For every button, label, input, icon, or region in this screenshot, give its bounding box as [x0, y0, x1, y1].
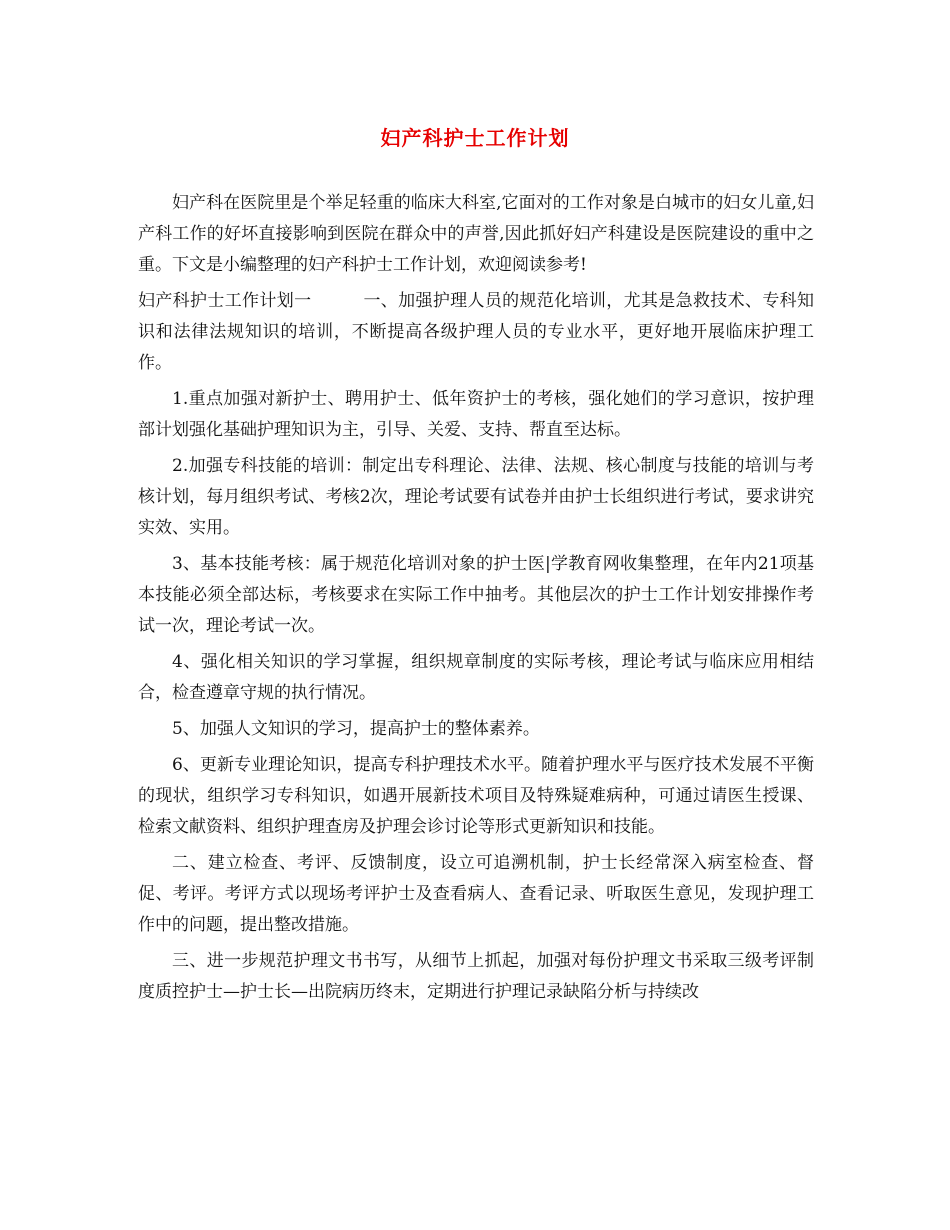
- paragraph-plan-one: 妇产科护士工作计划一 一、加强护理人员的规范化培训，尤其是急救技术、专科知识和法律法规知识的培训，不断提高各级护理人员的专业水平，更好地开展临床护理工作。: [138, 291, 814, 373]
- paragraph-item-5: 5、加强人文知识的学习，提高护士的整体素养。: [172, 719, 540, 739]
- paragraph-section-two: 二、建立检查、考评、反馈制度，设立可追溯机制，护士长经常深入病室检查、督促、考评。考评方式以现场考评护士及查看病人、查看记录、听取医生意见，发现护理工作中的问题，提出整改措施。: [138, 853, 814, 935]
- paragraph-section-three: 三、进一步规范护理文书书写，从细节上抓起，加强对每份护理文书采取三级考评制度质控护士—护士长—出院病历终末，定期进行护理记录缺陷分析与持续改: [138, 951, 814, 1002]
- paragraph-item-4: 4、强化相关知识的学习掌握，组织规章制度的实际考核，理论考试与临床应用相结合，检查遵章守规的执行情况。: [138, 652, 814, 703]
- paragraph-item-1: 1.重点加强对新护士、聘用护士、低年资护士的考核，强化她们的学习意识，按护理部计划强化基础护理知识为主，引导、关爱、支持、帮直至达标。: [138, 389, 814, 440]
- paragraph-item-6: 6、更新专业理论知识，提高专科护理技术水平。随着护理水平与医疗技术发展不平衡的现状，组织学习专科知识，如遇开展新技术项目及特殊疑难病种，可通过请医生授课、检索文献资料、组织护理查房及护理会诊讨论等形式更新知识和技能。: [138, 755, 814, 837]
- paragraph-item-2: 2.加强专科技能的培训：制定出专科理论、法律、法规、核心制度与技能的培训与考核计划，每月组织考试、考核2次，理论考试要有试卷并由护士长组织进行考试，要求讲究实效、实用。: [138, 456, 814, 538]
- document-body: [138, 188, 814, 1013]
- paragraph-intro: 妇产科在医院里是个举足轻重的临床大科室,它面对的工作对象是白城市的妇女儿童,妇产科工作的好坏直接影响到医院在群众中的声誉,因此抓好妇产科建设是医院建设的重中之重。下文是小编整理的妇产科护士工作计划，欢迎阅读参考!: [138, 193, 814, 275]
- paragraph-item-3: 3、基本技能考核：属于规范化培训对象的护士医|学教育网收集整理，在年内21项基本技能必须全部达标，考核要求在实际工作中抽考。其他层次的护士工作计划安排操作考试一次，理论考试一次。: [138, 554, 814, 636]
- document-title: 妇产科护士工作计划: [380, 126, 570, 150]
